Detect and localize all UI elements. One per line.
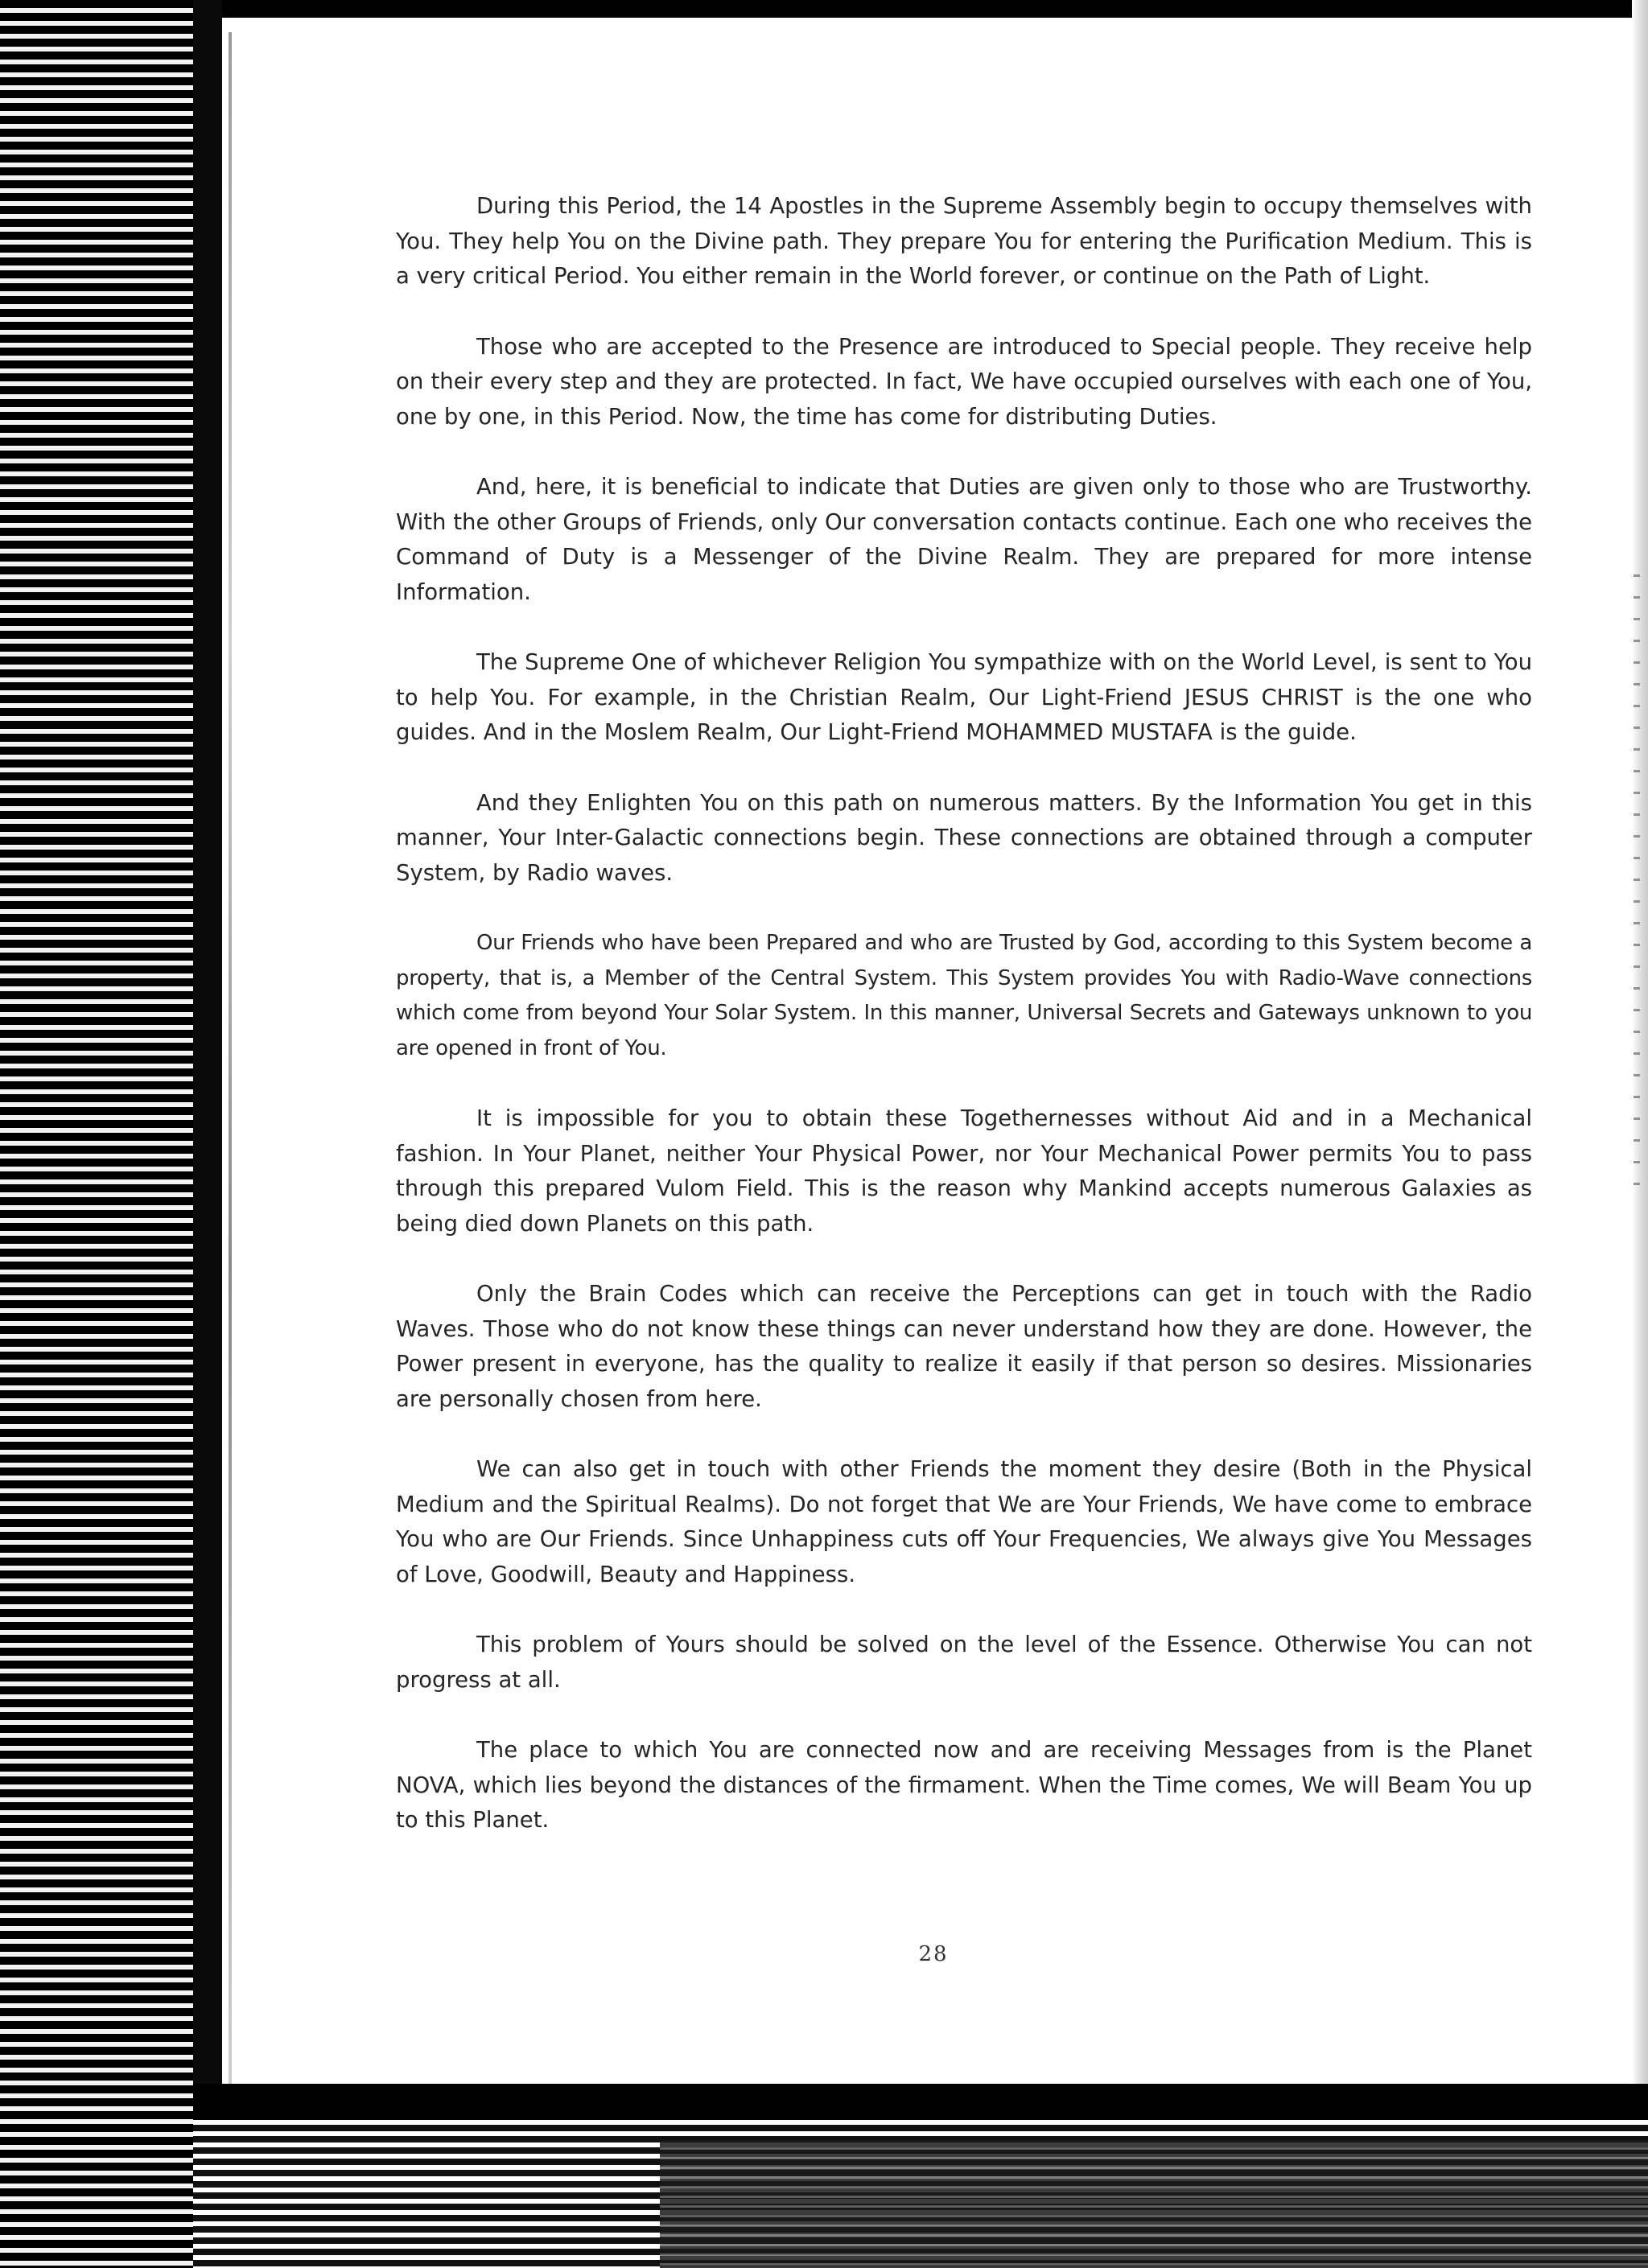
paragraph: During this Period, the 14 Apostles in the Supreme Assembly begin to occupy themselves with You. They help You on the Divine path. They prepare You for entering the Purification Medium. This is a very critical Period. You either remain in the World forever, or continue on the Path of Light. <box>396 193 1532 289</box>
page-number: 28 <box>918 1942 949 1966</box>
paragraph: And they Enlighten You on this path on numerous matters. By the Information You get in this manner, Your Inter-Galactic connections begin. These connections are obtained through a computer System, by Radio waves. <box>396 789 1532 886</box>
paragraph: Those who are accepted to the Presence are introduced to Special people. They receive help on their every step and they are protected. In fact, We have occupied ourselves with each one of You, one by one, in this Period. Now, the time has come for distributing Duties. <box>396 333 1532 430</box>
paragraph: This problem of Yours should be solved on the level of the Essence. Otherwise You can not progress at all. <box>396 1632 1532 1693</box>
paragraph: The place to which You are connected now and are receiving Messages from is the Planet NOVA, which lies beyond the distances of the firmament. When the Time comes, We will Beam You up to this Planet. <box>396 1737 1532 1833</box>
scan-frame-top <box>193 0 1648 18</box>
scan-binding-stripes <box>0 0 193 2268</box>
paragraph: We can also get in touch with other Friends the moment they desire (Both in the Physical Medium and the Spiritual Realms). Do not forget that We are Your Friends, We have come to embrace You who are Our Friends. Since Unhappiness cuts off Your Frequencies, We always give You Messages of Love, Goodwill, Beauty and Happiness. <box>396 1456 1532 1587</box>
paragraph: Our Friends who have been Prepared and who are Trusted by God, according to this System become a property, that is, a Member of the Central System. This System provides You with Radio-Wave connections which come from beyond Your Solar System. In this manner, Universal Secrets and Gateways unknown to you are opened in front of You. <box>396 931 1532 1060</box>
paragraph: The Supreme One of whichever Religion You sympathize with on the World Level, is sent to You to help You. For example, in the Christian Realm, Our Light-Friend JESUS CHRIST is the one who guides. And in the Moslem Realm, Our Light-Friend MOHAMMED MUSTAFA is the guide. <box>396 649 1532 745</box>
scan-bottom-shadow <box>660 2140 1648 2268</box>
body-text <box>396 189 1532 1874</box>
paragraph: It is impossible for you to obtain these Togethernesses without Aid and in a Mechanical fashion. In Your Planet, neither Your Physical Power, nor Your Mechanical Power permits You to pass through this prepared Vulom Field. This is the reason why Mankind accepts numerous Galaxies as being died down Planets on this path. <box>396 1105 1532 1237</box>
scan-frame-left <box>193 0 222 2084</box>
scan-margin-marks <box>1634 555 1640 1199</box>
paragraph: And, here, it is beneficial to indicate that Duties are given only to those who are Trustworthy. With the other Groups of Friends, only Our conversation contacts continue. Each one who receives the Command of Duty is a Messenger of the Divine Realm. They are prepared for more intense Information. <box>396 474 1532 605</box>
paragraph: Only the Brain Codes which can receive the Perceptions can get in touch with the Radio Waves. Those who do not know these things can never understand how they are done. However, the Power present in everyone, has the quality to realize it easily if that person so desires. Missionaries are personally chosen from here. <box>396 1281 1532 1412</box>
scan-frame-bottom <box>193 2084 1648 2120</box>
page-gutter-edge <box>229 32 232 2084</box>
